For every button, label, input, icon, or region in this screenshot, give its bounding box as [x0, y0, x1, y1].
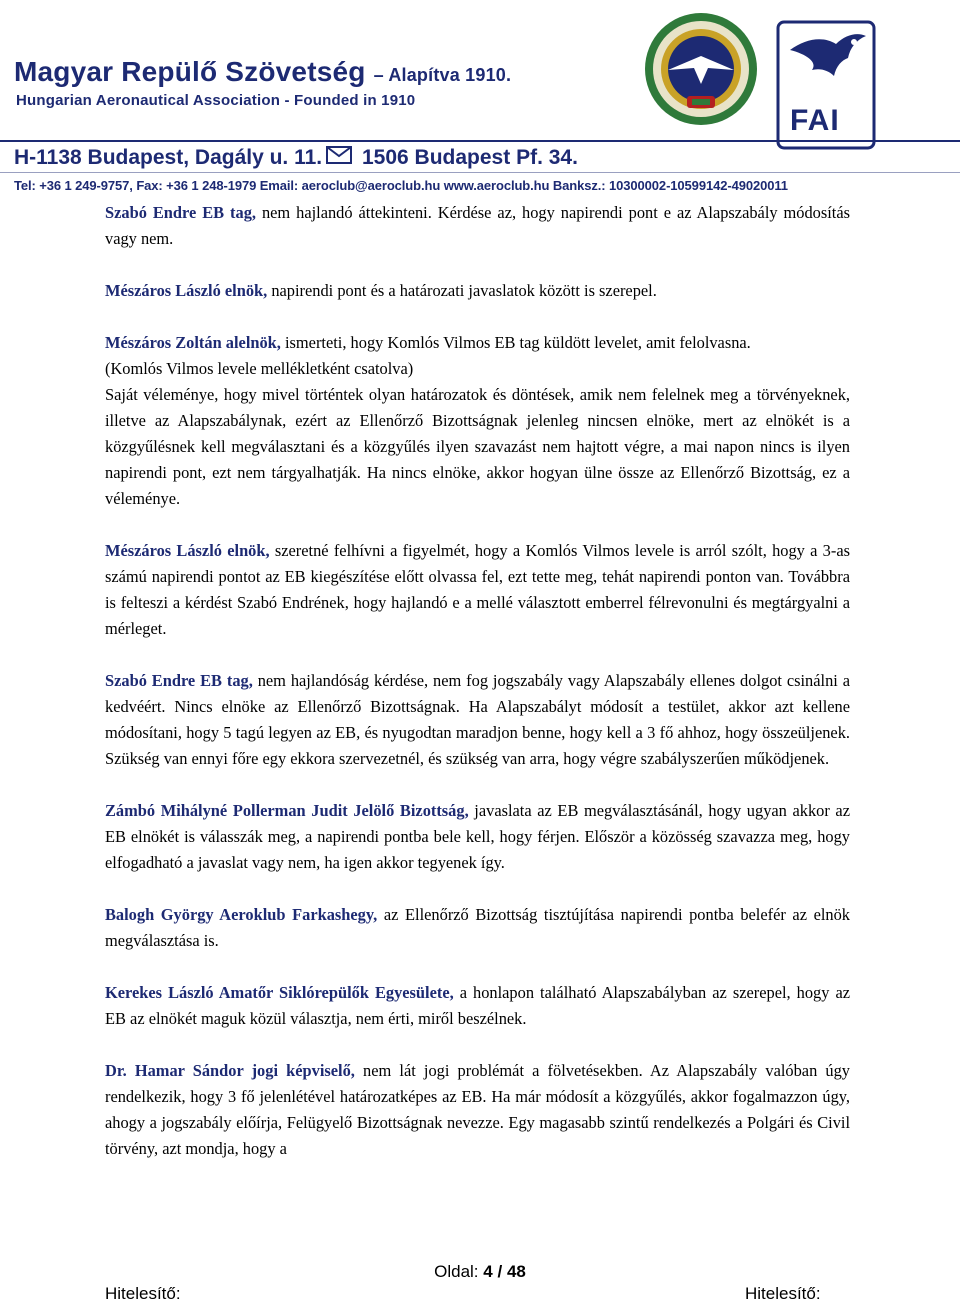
speaker: Mészáros Zoltán alelnök,: [105, 333, 281, 352]
speaker: Szabó Endre EB tag,: [105, 671, 253, 690]
statement: javaslata az EB megválasztásánál, hogy ugyan akkor az EB elnökét is válasszák meg, a napirendi pontba bele kell, hogy férjen. Először a közösség szavazza meg, hogy elfogadható a javaslat vagy nem, ha igen akkor tegyenek így.: [105, 801, 850, 872]
paragraph: [105, 278, 850, 304]
contact-line: Tel: +36 1 249-9757, Fax: +36 1 248-1979 Email: aeroclub@aeroclub.hu www.aeroclub.hu Banksz.: 10300002-10599142-49020011: [14, 178, 788, 193]
statement: az Ellenőrző Bizottság tisztújítása napirendi pontba belefér az elnök megválasztása is.: [105, 905, 851, 950]
paragraph: [105, 330, 850, 356]
paragraph: [105, 902, 850, 954]
page-label: Oldal:: [434, 1262, 479, 1281]
org-name: [14, 56, 511, 88]
letter-content: Saját véleménye, hogy mivel történtek olyan határozatok és döntések, amik nem felelnek meg a törvényeknek, illetve az Alapszabálynak, ezért az Ellenőrző Bizottságnak jelenleg nincsen elnöke, mert az elnökét is a közgyűlésnek kell megválasztani és a közgyűlés ilyen szavazást nem hajtott végre, a mai napon nincs is ilyen napirendi pont, ezt nem tárgyalhatják. Ha nincs elnöke, akkor hogyan ülne össze az Ellenőrző Bizottság, ez a véleménye.: [105, 385, 850, 508]
statement: napirendi pont és a határozati javaslatok között is szerepel.: [267, 281, 657, 300]
speaker: Dr. Hamar Sándor jogi képviselő,: [105, 1061, 355, 1080]
header-rule-secondary: [0, 172, 960, 173]
fai-label: FAI: [790, 104, 840, 137]
page-separator: /: [497, 1262, 503, 1281]
statement: a honlapon található Alapszabályban az szerepel, hogy az EB az elnökét maguk közül választja, nem érti, miről beszélnek.: [105, 983, 850, 1028]
statement: nem hajlandóság kérdése, nem fog jogszabály vagy Alapszabály ellenes dolgot csinálni a kedvéért. Nincs elnöke az Ellenőrző Bizottságnak. Ha Alapszabályt módosít a testület, akkor azt kellene módosítani, hogy 5 tagú legyen az EB, és nyugodtan maradjon benne, hogy kell a 3 fő ahhoz, hogy összeüljenek. Szükség van ennyi főre egy ekkora szervezetnél, és szükség van arra, hogy végre szabályszerűen működjenek.: [105, 671, 850, 768]
paragraph: [105, 668, 850, 772]
statement: szeretné felhívni a figyelmét, hogy a Komlós Vilmos levele is arról szólt, hogy a 3-as számú napirendi pontot az EB kiegészítése előtt olvassa fel, ezt tette meg, tehát napirendi ponton van. Továbbra is felteszi a kérdést Szabó Endrének, hogy hajlandó e a mellé választott emberrel félrevonulni és megtárgyalni a mérleget.: [105, 541, 850, 638]
page-current: 4: [483, 1262, 493, 1281]
paragraph: [105, 980, 850, 1032]
paragraph: [105, 200, 850, 252]
document-body: [105, 200, 850, 1162]
paragraph: [105, 1058, 850, 1162]
statement: nem lát jogi problémát a fölvetésekben. Az Alapszabály valóban úgy rendelkezik, hogy 3 fő jelenlétével határozatképes az EB. Ha már módosít a közgyűlés, akkor fogalmazzon úgy, ahogy a jogszabály előírja, Felügyelő Bizottságnak nevezze. Egy magasabb szintű rendelkezés a Polgári és Civil törvény, azt mondja, hogy a: [105, 1061, 850, 1158]
po-box: 1506 Budapest Pf. 34.: [362, 146, 578, 169]
authenticator-right: Hitelesítő:: [745, 1284, 821, 1303]
authenticator-left: Hitelesítő:: [105, 1284, 181, 1303]
statement: nem hajlandó áttekinteni. Kérdése az, hogy napirendi pont e az Alapszabály módosítás vagy nem.: [105, 203, 850, 248]
speaker: Mészáros László elnök,: [105, 541, 270, 560]
statement: ismerteti, hogy Komlós Vilmos EB tag küldött levelet, amit felolvasna.: [280, 333, 751, 352]
speaker: Balogh György Aeroklub Farkashegy,: [105, 905, 378, 924]
paragraph: [105, 798, 850, 876]
speaker: Zámbó Mihályné Pollerman Judit Jelölő Bizottság,: [105, 801, 469, 820]
page-total: 48: [506, 1262, 526, 1281]
letterhead: [0, 0, 960, 196]
speaker: Kerekes László Amatőr Siklórepülők Egyesülete,: [105, 983, 454, 1002]
attachment-note: (Komlós Vilmos levele mellékletként csatolva): [105, 359, 414, 378]
page-number: [0, 1262, 960, 1282]
envelope-icon: [326, 146, 352, 164]
org-name-en: Hungarian Aeronautical Association - Founded in 1910: [16, 92, 416, 109]
address: H-1138 Budapest, Dagály u. 11.: [14, 146, 323, 169]
org-founded: – Alapítva 1910.: [373, 65, 512, 85]
org-name-text: Magyar Repülő Szövetség: [14, 56, 366, 87]
paragraph: [105, 538, 850, 642]
speaker: Mészáros László elnök,: [105, 281, 268, 300]
speaker: Szabó Endre EB tag,: [105, 203, 256, 222]
association-emblem: [642, 10, 760, 128]
header-rule: [0, 140, 960, 142]
